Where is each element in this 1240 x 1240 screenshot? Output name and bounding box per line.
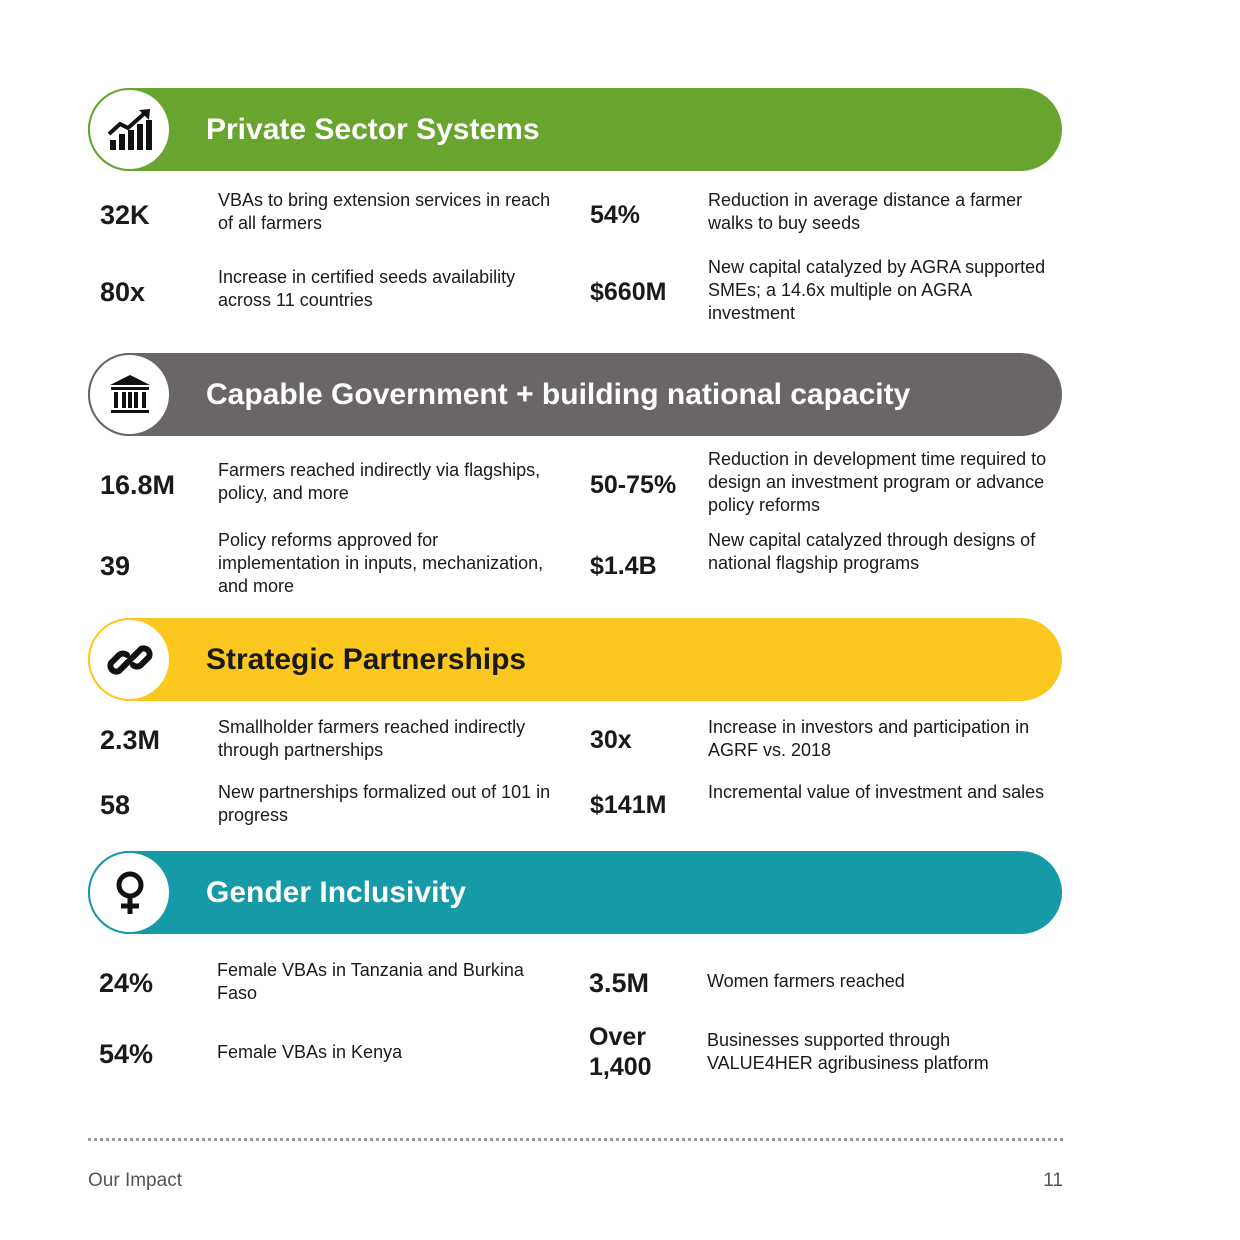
- stat-value: 54%: [590, 201, 641, 229]
- stat-value: 32K: [100, 200, 150, 230]
- stat-item: [590, 717, 1060, 760]
- stat-description: Increase in certified seeds availability across 11 countries: [218, 267, 516, 310]
- stat-item: [100, 530, 570, 596]
- stat-description: Businesses supported through VALUE4HER agribusiness platform: [707, 1030, 989, 1073]
- section-banner-government: [88, 353, 1062, 436]
- section-title: Gender Inclusivity: [206, 876, 467, 909]
- stat-description: Female VBAs in Kenya: [217, 1042, 403, 1062]
- stat-value: 80x: [100, 277, 146, 307]
- stat-value: 24%: [99, 968, 154, 998]
- footer-divider: [88, 1138, 1063, 1141]
- stat-description: Increase in investors and participation in AGRF vs. 2018: [708, 717, 1030, 760]
- stat-description: Incremental value of investment and sales: [708, 782, 1045, 802]
- section-banner-private-sector: [88, 88, 1062, 171]
- page-number: 11: [1043, 1170, 1063, 1191]
- stat-description: Smallholder farmers reached indirectly through partnerships: [218, 717, 526, 760]
- stat-item: [100, 717, 570, 760]
- growth-chart-icon: [88, 88, 171, 171]
- stat-item: [100, 782, 570, 825]
- stat-item: [590, 449, 1060, 515]
- stat-description: VBAs to bring extension services in reach of all farmers: [218, 190, 551, 233]
- stat-item: [100, 190, 570, 233]
- stat-value: $1.4B: [590, 552, 657, 580]
- stat-value: 58: [100, 790, 131, 820]
- stat-value: 2.3M: [100, 725, 161, 755]
- stat-item: [590, 530, 1060, 583]
- stat-item: [100, 460, 570, 503]
- stat-item: [589, 966, 1059, 1000]
- stat-item: [99, 960, 569, 1003]
- stat-item: [590, 190, 1060, 233]
- section-banner-partnerships: [88, 618, 1062, 701]
- stat-value: 3.5M: [589, 968, 650, 998]
- stat-item: [589, 1022, 1059, 1086]
- stat-description: Farmers reached indirectly via flagships, policy, and more: [218, 460, 541, 503]
- stat-item: [590, 782, 1060, 822]
- chain-link-icon: [88, 618, 171, 701]
- stat-value: 50-75%: [590, 471, 677, 499]
- stat-item: [590, 257, 1060, 323]
- stat-description: Women farmers reached: [707, 971, 905, 991]
- stat-value: 30x: [590, 726, 632, 754]
- stat-description: New capital catalyzed by AGRA supported SMEs; a 14.6x multiple on AGRA investment: [708, 257, 1046, 323]
- stat-description: New partnerships formalized out of 101 in progress: [218, 782, 551, 825]
- stat-value: 54%: [99, 1039, 154, 1069]
- stat-description: Reduction in average distance a farmer walks to buy seeds: [708, 190, 1023, 233]
- stat-value: $660M: [590, 278, 667, 306]
- stat-description: Reduction in development time required to design an investment program or advance policy reforms: [708, 449, 1047, 515]
- government-building-icon: [88, 353, 171, 436]
- stat-description: Female VBAs in Tanzania and Burkina Faso: [217, 960, 524, 1003]
- stat-value: $141M: [590, 791, 667, 819]
- stat-value: 39: [100, 551, 131, 581]
- section-title: Private Sector Systems: [206, 113, 540, 146]
- stat-value: 16.8M: [100, 470, 176, 500]
- section-banner-gender: [88, 851, 1062, 934]
- section-title: Capable Government + building national capacity: [206, 378, 911, 411]
- stat-item: [99, 1037, 569, 1071]
- stat-description: Policy reforms approved for implementation in inputs, mechanization, and more: [218, 530, 544, 596]
- stat-item: [100, 267, 570, 310]
- section-title: Strategic Partnerships: [206, 643, 527, 676]
- footer-section-label: Our Impact: [88, 1170, 182, 1191]
- female-symbol-icon: [88, 851, 171, 934]
- stat-description: New capital catalyzed through designs of national flagship programs: [708, 530, 1036, 573]
- stat-value: Over 1,400: [589, 1023, 652, 1081]
